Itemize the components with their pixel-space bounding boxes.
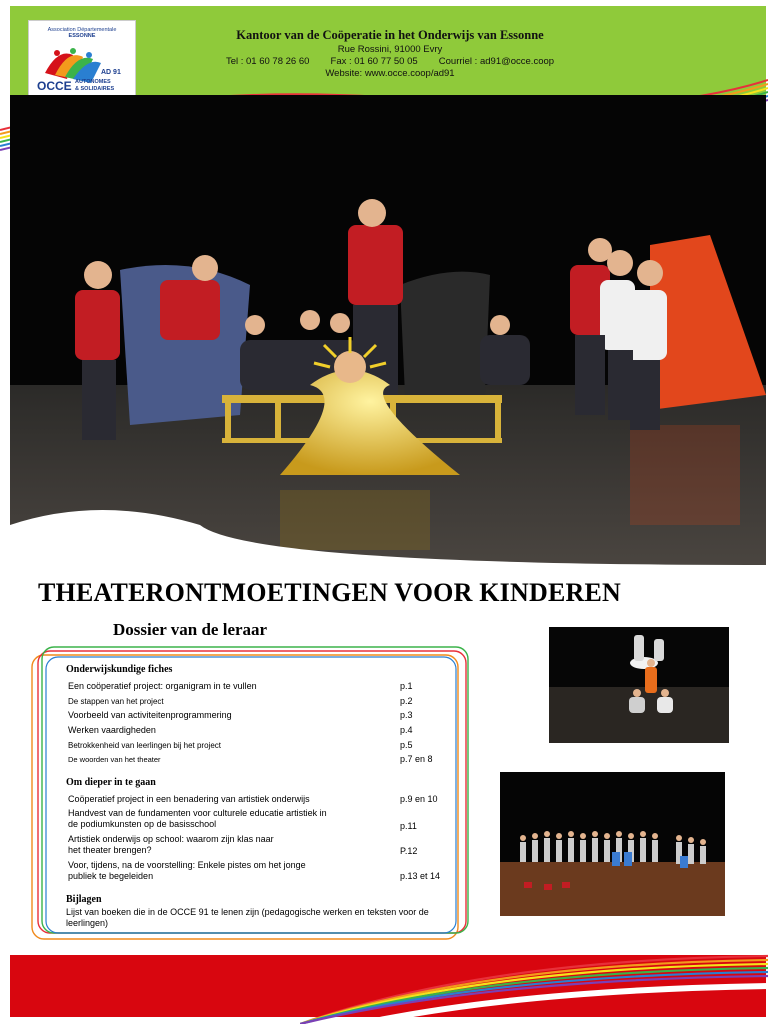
toc-section-deeper: Om dieper in te gaan — [66, 777, 156, 788]
logo-top-text: Association Départementale — [47, 27, 117, 33]
footer-rainbow-wave — [300, 950, 768, 1024]
logo-brand: OCCE — [37, 79, 72, 93]
toc-section-appendix: Bijlagen — [66, 894, 102, 905]
logo-tag-1: AUTONOMES — [75, 79, 111, 85]
logo-dept: ESSONNE — [68, 33, 96, 39]
toc-section-fiches: Onderwijskundige fiches — [66, 664, 173, 675]
header-address: Rue Rossini, 91000 Evry — [337, 44, 443, 55]
logo-figures-icon — [43, 43, 103, 83]
table-of-contents: Onderwijskundige fiches Een coöperatief project: organigram in te vullen p.1 De stappen van het project p.2 Voorbeeld van activiteitenprogrammering p.3 Werken vaardigheden p.4 Betrokkenheid van leerlingen bij het project p.5 De woorden van het theater p.7 en 8 Om dieper in te gaan Coöperatief project in een benadering van artistiek onderwijs p.9 en 10 Handvest van de fundamenten voor culturele educatie artistiek in de podiumkunsten op de basisschool p.11 Artistiek onderwijs op school: waarom zijn klas naar het theater brengen? P.12 Voor, tijdens, na de voorstelling: Enkele pistes om het jonge publiek te begeleiden p.13 et 14 Bijlagen Lijst van boeken die in de OCCE 91 te lenen zijn (pedagogische werken en teksten voor de leerlingen) — [66, 664, 441, 928]
logo-tag-2: & SOLIDAIRES — [75, 86, 115, 92]
header-website[interactable]: Website: www.occe.coop/ad91 — [325, 68, 455, 79]
page-title: THEATERONTMOETINGEN VOOR KINDEREN — [38, 578, 621, 607]
header-contact: Tel : 01 60 78 26 60 Fax : 01 60 77 50 05 Courriel : ad91@occe.coop — [225, 56, 555, 67]
header-title: Kantoor van de Coöperatie in het Onderwijs van Essonne — [236, 28, 544, 42]
page-subtitle: Dossier van de leraar — [113, 620, 268, 639]
logo-ad: AD 91 — [101, 69, 121, 76]
main-theater-photo — [10, 95, 766, 565]
stage-photo-group — [500, 772, 725, 916]
stage-photo-small — [549, 627, 729, 743]
